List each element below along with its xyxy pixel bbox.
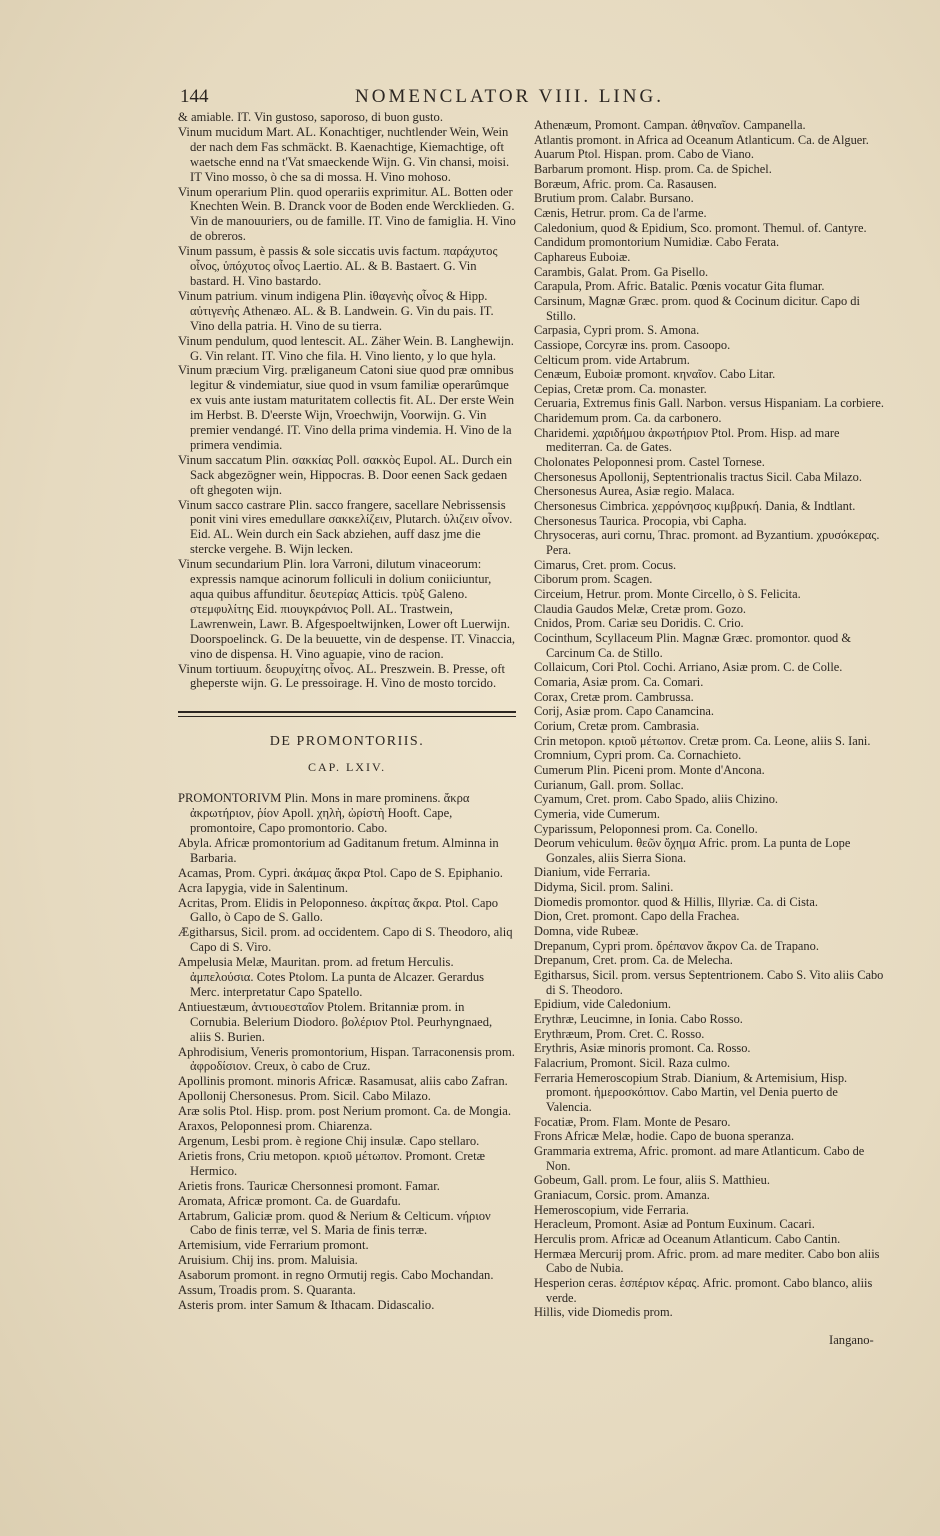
- dictionary-entry: Artemisium, vide Ferrarium promont.: [178, 1238, 369, 1253]
- dictionary-entry: Hillis, vide Diomedis prom.: [534, 1305, 673, 1320]
- dictionary-entry: Cenæum, Euboiæ promont. κηναῖον. Cabo Litar.: [534, 367, 776, 382]
- dictionary-entry: Curianum, Gall. prom. Sollac.: [534, 777, 684, 792]
- dictionary-entry: Boræum, Afric. prom. Ca. Rasausen.: [534, 176, 717, 191]
- dictionary-entry: Atlantis promont. in Africa ad Oceanum Atlanticum. Ca. de Alguer.: [534, 132, 869, 147]
- dictionary-entry: Circeium, Hetrur. prom. Monte Circello, ò S. Felicita.: [534, 587, 801, 601]
- wine-entries: [178, 110, 516, 691]
- chapter-heading: CAP. LXIV.: [307, 760, 387, 775]
- promontory-entries-continued: [534, 118, 886, 1320]
- section-title: DE PROMONTORIIS.: [269, 734, 425, 750]
- dictionary-entry: Vinum mucidum Mart. AL. Konachtiger, nuchtlender Wein, Wein der nach dem Fas schmäckt. B. Kaenachtige, Kiemachtige, oft waetsche ennd na t'Vat smaeckende Wijn. G. Vin chansi, moisi. IT Vino mosso, ò che sa di mossa. H. Vino mohoso.: [178, 124, 510, 184]
- dictionary-entry: Ciborum prom. Scagen.: [534, 572, 653, 587]
- dictionary-entry: Carapula, Prom. Afric. Batalic. Pœnis vocatur Gita flumar.: [534, 279, 825, 294]
- dictionary-entry: Collaicum, Cori Ptol. Cochi. Arriano, Asiæ prom. C. de Colle.: [534, 660, 843, 675]
- dictionary-entry: Cymeria, vide Cumerum.: [534, 806, 660, 821]
- running-head: NOMENCLATOR VIII. LING.: [355, 86, 664, 107]
- dictionary-entry: Dion, Cret. promont. Capo della Frachea.: [534, 909, 740, 924]
- dictionary-entry: Ceruaria, Extremus finis Gall. Narbon. versus Hispaniam. La corbiere.: [534, 396, 884, 411]
- dictionary-entry: Crin metopon. κριοῦ μέτωπον. Cretæ prom. Ca. Leone, aliis S. Iani.: [534, 733, 871, 748]
- dictionary-entry: Vinum passum, è passis & sole siccatis uvis factum. παράχυτος οἶνος, ὑπόχυτος οἶνος Laertio. AL. & B. Bastaert. G. Vin bastard. H. Vino bastardo.: [178, 244, 498, 288]
- dictionary-entry: Dianium, vide Ferraria.: [534, 865, 651, 880]
- dictionary-entry: Cromnium, Cypri prom. Ca. Cornachieto.: [534, 748, 742, 763]
- dictionary-entry: Ægitharsus, Sicil. prom. ad occidentem. Capo di S. Theodoro, aliq Capo di S. Viro.: [178, 925, 513, 955]
- dictionary-entry: Candidum promontorium Numidiæ. Cabo Ferata.: [534, 235, 780, 250]
- dictionary-entry: Erythræum, Prom. Cret. C. Rosso.: [534, 1026, 705, 1041]
- dictionary-entry: Acamas, Prom. Cypri. ἀκάμας ἄκρα Ptol. Capo de S. Epiphanio.: [178, 865, 503, 880]
- dictionary-entry: Araxos, Peloponnesi prom. Chiarenza.: [178, 1119, 373, 1134]
- dictionary-entry: Asteris prom. inter Samum & Ithacam. Didascalio.: [178, 1297, 435, 1312]
- dictionary-entry: Acritas, Prom. Elidis in Peloponneso. ἀκρίτας ἄκρα. Ptol. Capo Gallo, ò Capo de S. Gallo.: [178, 895, 499, 925]
- dictionary-entry: Cepias, Cretæ prom. Ca. monaster.: [534, 381, 707, 396]
- dictionary-entry: Chrysoceras, auri cornu, Thrac. promont. ad Byzantium. χρυσόκερας. Pera.: [534, 528, 880, 558]
- dictionary-entry: Antiuestæum, ἀντιουεσταῖον Ptolem. Britanniæ prom. in Cornubia. Belerium Diodoro. βολέριον Ptol. Peurhyngnaed, aliis S. Burien.: [178, 999, 493, 1044]
- dictionary-entry: Cænis, Hetrur. prom. Ca de l'arme.: [534, 205, 707, 220]
- dictionary-entry: Aruisium. Chij ins. prom. Maluisia.: [178, 1253, 358, 1268]
- dictionary-entry: Carsinum, Magnæ Græc. prom. quod & Cocinum dicitur. Capo di Stillo.: [534, 293, 860, 323]
- dictionary-entry: Drepanum, Cypri prom. δρέπανον ἄκρον Ca. de Trapano.: [534, 938, 819, 953]
- dictionary-entry: Falacrium, Promont. Sicil. Raza culmo.: [534, 1056, 731, 1070]
- dictionary-entry: Chersonesus Taurica. Procopia, vbi Capha.: [534, 513, 747, 528]
- dictionary-entry: Vinum sacco castrare Plin. sacco frangere, sacellare Nebrissensis ponit vini vires emedullare σακκελίζειν, Plutarch. ὑλιζειν οἶνον. Eid. AL. Wein durch ein Sack abziehen, auff dasz jme die stercke vergehe. B. Wijn lecken.: [178, 497, 513, 557]
- dictionary-entry: Vinum operarium Plin. quod operariis exprimitur. AL. Botten oder Knechten Wein. B. Dranck voor de Boden ende Wercklieden. G. Vin de manouuriers, ou de famille. IT. Vino de famiglia. H. Vino de obreros.: [178, 184, 516, 244]
- dictionary-entry: Chersonesus Aurea, Asiæ regio. Malaca.: [534, 484, 735, 499]
- dictionary-entry: Egitharsus, Sicil. prom. versus Septentrionem. Cabo S. Vito aliis Cabo di S. Theodoro.: [534, 968, 884, 997]
- dictionary-entry: Vinum tortiuum. δευρυχίτης οἶνος. AL. Preszwein. B. Presse, oft gheperste wijn. G. Le pressoirage. H. Vino de mosto torcido.: [178, 661, 506, 691]
- dictionary-entry: Auarum Ptol. Hispan. prom. Cabo de Viano.: [534, 147, 754, 162]
- dictionary-entry: Didyma, Sicil. prom. Salini.: [534, 880, 674, 895]
- dictionary-entry: Vinum pendulum, quod lentescit. AL. Zäher Wein. B. Langhewijn. G. Vin relant. IT. Vino che fila. H. Vino liento, y lo que hyla.: [178, 333, 514, 363]
- dictionary-entry: Herculis prom. Africæ ad Oceanum Atlanticum. Cabo Cantin.: [534, 1231, 841, 1246]
- dictionary-entry: Athenæum, Promont. Campan. ἀθηναῖον. Campanella.: [534, 118, 806, 132]
- dictionary-entry: Diomedis promontor. quod & Hillis, Illyriæ. Ca. di Cista.: [534, 894, 818, 909]
- dictionary-entry: Artabrum, Galiciæ prom. quod & Nerium & Celticum. νήριον Cabo de finis terræ, vel S. Maria de finis terræ.: [178, 1208, 491, 1238]
- dictionary-entry: Heracleum, Promont. Asiæ ad Pontum Euxinum. Cacari.: [534, 1217, 815, 1232]
- dictionary-entry: Acra Iapygia, vide in Salentinum.: [178, 880, 348, 895]
- dictionary-entry: Vinum præcium Virg. præliganeum Catoni siue quod præ omnibus legitur & vindemiatur, siue quod in vsum familiæ operarûmque ex vuis ante iustam maturitatem collectis fit. AL. Der erste Wein im Herbst. B. D'eerste Wijn, Vroechwijn, Voorwijn. G. Vin premier vendangé. IT. Vino della prima vindemia. H. Vino de la primera vendimia.: [178, 363, 514, 452]
- dictionary-entry: Brutium prom. Calabr. Bursano.: [534, 191, 694, 206]
- dictionary-entry: Corium, Cretæ prom. Cambrasia.: [534, 718, 700, 733]
- dictionary-entry: Vinum saccatum Plin. σακκίας Poll. σακκὸς Eupol. AL. Durch ein Sack abgezögner wein, Hippocras. B. Door eenen Sack gedaen oft ghegoten wijn.: [178, 452, 513, 497]
- dictionary-entry: Cnidos, Prom. Cariæ seu Doridis. C. Crio.: [534, 616, 744, 631]
- dictionary-entry: Drepanum, Cret. prom. Ca. de Melecha.: [534, 953, 733, 968]
- dictionary-entry: Aræ solis Ptol. Hisp. prom. post Nerium promont. Ca. de Mongia.: [178, 1104, 512, 1119]
- dictionary-entry: Epidium, vide Caledonium.: [534, 997, 671, 1012]
- dictionary-entry: Charidemum prom. Ca. da carbonero.: [534, 411, 722, 426]
- dictionary-entry: Chersonesus Apollonij, Septentrionalis tractus Sicil. Caba Milazo.: [534, 469, 862, 484]
- dictionary-entry: Graniacum, Corsic. prom. Amanza.: [534, 1187, 710, 1202]
- promontory-entries: [178, 791, 516, 1313]
- dictionary-entry: Argenum, Lesbi prom. è regione Chij insulæ. Capo stellaro.: [178, 1134, 480, 1148]
- page-number: 144: [180, 86, 209, 107]
- dictionary-entry: Comaria, Asiæ prom. Ca. Comari.: [534, 674, 704, 689]
- dictionary-entry: Cyparissum, Peloponnesi prom. Ca. Conello.: [534, 821, 758, 836]
- dictionary-entry: Cyamum, Cret. prom. Cabo Spado, aliis Chizino.: [534, 792, 779, 807]
- dictionary-entry: Vinum patrium. vinum indigena Plin. ἰθαγενὴς οἶνος & Hipp. αὐτιγενὴς Athenæo. AL. & B. Landwein. G. Vin du pais. IT. Vino della patria. H. Vino de su tierra.: [178, 288, 494, 333]
- dictionary-entry: Caphareus Euboiæ.: [534, 249, 631, 264]
- dictionary-entry: Barbarum promont. Hisp. prom. Ca. de Spichel.: [534, 161, 772, 176]
- dictionary-entry: & amiable. IT. Vin gustoso, saporoso, di buon gusto.: [178, 110, 443, 124]
- dictionary-entry: Focatiæ, Prom. Flam. Monte de Pesaro.: [534, 1114, 731, 1129]
- dictionary-entry: Chersonesus Cimbrica. χερρόνησος κιμβρική. Dania, & Indtlant.: [534, 499, 856, 514]
- dictionary-entry: Cimarus, Cret. prom. Cocus.: [534, 557, 677, 572]
- dictionary-entry: PROMONTORIVM Plin. Mons in mare prominens. ἄκρα ἀκρωτήριον, ῥίον Apoll. χηλὴ, ὠρίστὴ Hooft. Cape, promontoire, Capo promontorio. Cabo.: [178, 791, 470, 835]
- section-divider: [178, 711, 516, 717]
- dictionary-entry: Aromata, Africæ promont. Ca. de Guardafu.: [178, 1193, 401, 1208]
- dictionary-entry: Domna, vide Rubeæ.: [534, 924, 639, 939]
- dictionary-entry: Hermæa Mercurij prom. Afric. prom. ad mare mediter. Cabo bon aliis Cabo de Nubia.: [534, 1246, 880, 1276]
- right-column: [534, 118, 886, 1320]
- dictionary-entry: Aphrodisium, Veneris promontorium, Hispan. Tarraconensis prom. ἀφροδίσιον. Creux, ò cabo de Cruz.: [178, 1044, 515, 1074]
- dictionary-entry: Frons Africæ Melæ, hodie. Capo de buona speranza.: [534, 1129, 795, 1144]
- dictionary-entry: Arietis frons. Tauricæ Chersonnesi promont. Famar.: [178, 1178, 440, 1193]
- dictionary-entry: Cassiope, Corcyræ ins. prom. Casoopo.: [534, 337, 731, 352]
- dictionary-entry: Assum, Troadis prom. S. Quaranta.: [178, 1283, 356, 1298]
- dictionary-entry: Carpasia, Cypri prom. S. Amona.: [534, 323, 700, 338]
- dictionary-entry: Claudia Gaudos Melæ, Cretæ prom. Gozo.: [534, 601, 746, 616]
- dictionary-entry: Erythris, Asiæ minoris promont. Ca. Rosso.: [534, 1041, 751, 1056]
- dictionary-entry: Celticum prom. vide Artabrum.: [534, 352, 690, 367]
- dictionary-entry: Cocinthum, Scyllaceum Plin. Magnæ Græc. promontor. quod & Carcinum Ca. de Stillo.: [534, 630, 851, 660]
- dictionary-entry: Abyla. Africæ promontorium ad Gaditanum fretum. Alminna in Barbaria.: [178, 835, 499, 865]
- dictionary-entry: Cholonates Peloponnesi prom. Castel Tornese.: [534, 455, 765, 470]
- dictionary-entry: Grammaria extrema, Afric. promont. ad mare Atlanticum. Cabo de Non.: [534, 1143, 865, 1173]
- dictionary-entry: Hesperion ceras. ἑσπέριον κέρας. Afric. promont. Cabo blanco, aliis verde.: [534, 1275, 873, 1305]
- dictionary-entry: Corij, Asiæ prom. Capo Canamcina.: [534, 704, 714, 719]
- dictionary-entry: Caledonium, quod & Epidium, Sco. promont. Themul. of. Cantyre.: [534, 220, 867, 235]
- dictionary-entry: Arietis frons, Criu metopon. κριοῦ μέτωπον. Promont. Cretæ Hermico.: [178, 1148, 486, 1178]
- dictionary-entry: Apollinis promont. minoris Africæ. Rasamusat, aliis cabo Zafran.: [178, 1074, 508, 1089]
- left-column: [178, 110, 516, 1313]
- dictionary-entry: Gobeum, Gall. prom. Le four, aliis S. Matthieu.: [534, 1173, 770, 1188]
- dictionary-entry: Vinum secundarium Plin. lora Varroni, dilutum vinaceorum: expressis namque acinorum folliculi in dolium coniiciuntur, aqua quibus affunditur. δευτερίας Atticis. τρὺξ Galeno. στεμφυλίτης Eid. πιουγκράνιος Poll. AL. Trastwein, Lawrenwein, Lawr. B. Afgespoeltwijnken, Lower oft Luerwijn. Doorspoelinck. G. De la beuuette, vin de despense. IT. Vinaccia, vino de dispensa. H. Vino aguapie, vino de racion.: [178, 557, 516, 661]
- dictionary-entry: Hemeroscopium, vide Ferraria.: [534, 1202, 689, 1217]
- dictionary-entry: Corax, Cretæ prom. Cambrussa.: [534, 689, 694, 704]
- dictionary-entry: Asaborum promont. in regno Ormutij regis. Cabo Mochandan.: [178, 1268, 494, 1283]
- dictionary-entry: Erythræ, Leucimne, in Ionia. Cabo Rosso.: [534, 1012, 743, 1027]
- dictionary-entry: Deorum vehiculum. θεῶν ὄχημα Afric. prom. La punta de Lope Gonzales, aliis Sierra Siona.: [534, 836, 851, 865]
- dictionary-entry: Cumerum Plin. Piceni prom. Monte d'Ancona.: [534, 762, 765, 777]
- dictionary-entry: Apollonij Chersonesus. Prom. Sicil. Cabo Milazo.: [178, 1089, 431, 1104]
- page-header: [180, 86, 880, 110]
- dictionary-entry: Ferraria Hemeroscopium Strab. Dianium, & Artemisium, Hisp. promont. ἡμεροσκόπιον. Cabo Martin, vel Denia puerto de Valencia.: [534, 1070, 848, 1114]
- dictionary-entry: Carambis, Galat. Prom. Ga Pisello.: [534, 264, 709, 279]
- dictionary-entry: Charidemi. χαριδήμου ἀκρωτήριον Ptol. Prom. Hisp. ad mare mediterran. Ca. de Gates.: [534, 425, 840, 455]
- catchword: Iangano-: [829, 1333, 874, 1347]
- dictionary-entry: Ampelusia Melæ, Mauritan. prom. ad fretum Herculis. ἀμπελούσια. Cotes Ptolom. La punta de Alcazer. Gerardus Merc. interpretatur Capo Spatello.: [178, 955, 485, 999]
